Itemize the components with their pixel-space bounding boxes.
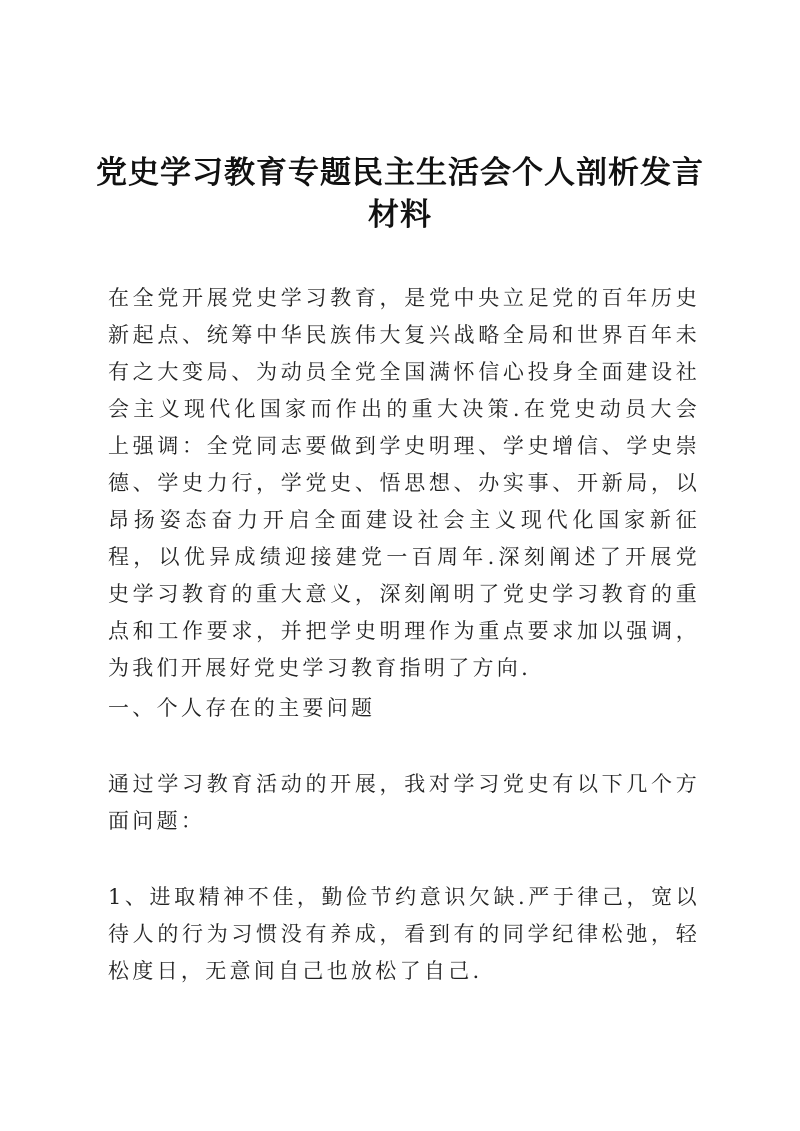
lead-paragraph: 通过学习教育活动的开展，我对学习党史有以下几个方面问题： — [108, 772, 700, 833]
problem-item-1: 1、进取精神不佳，勤俭节约意识欠缺.严于律己，宽以待人的行为习惯没有养成，看到有的同学纪律松弛，轻松度日，无意间自己也放松了自己. — [108, 885, 700, 983]
section-heading: 一、个人存在的主要问题 — [108, 696, 376, 720]
document-title: 党史学习教育专题民主生活会个人剖析发言材料 — [96, 155, 704, 233]
intro-paragraph: 在全党开展党史学习教育，是党中央立足党的百年历史新起点、统筹中华民族伟大复兴战略全局和世界百年未有之大变局、为动员全党全国满怀信心投身全面建设社会主义现代化国家而作出的重大决策.在党史动员大会上强调：全党同志要做到学史明理、学史增信、学史崇德、学史力行，学党史、悟思想、办实事、开新局，以昂扬姿态奋力开启全面建设社会主义现代化国家新征程，以优异成绩迎接建党一百周年.深刻阐述了开展党史学习教育的重大意义，深刻阐明了党史学习教育的重点和工作要求，并把学史明理作为重点要求加以强调，为我们开展好党史学习教育指明了方向. — [108, 286, 700, 680]
